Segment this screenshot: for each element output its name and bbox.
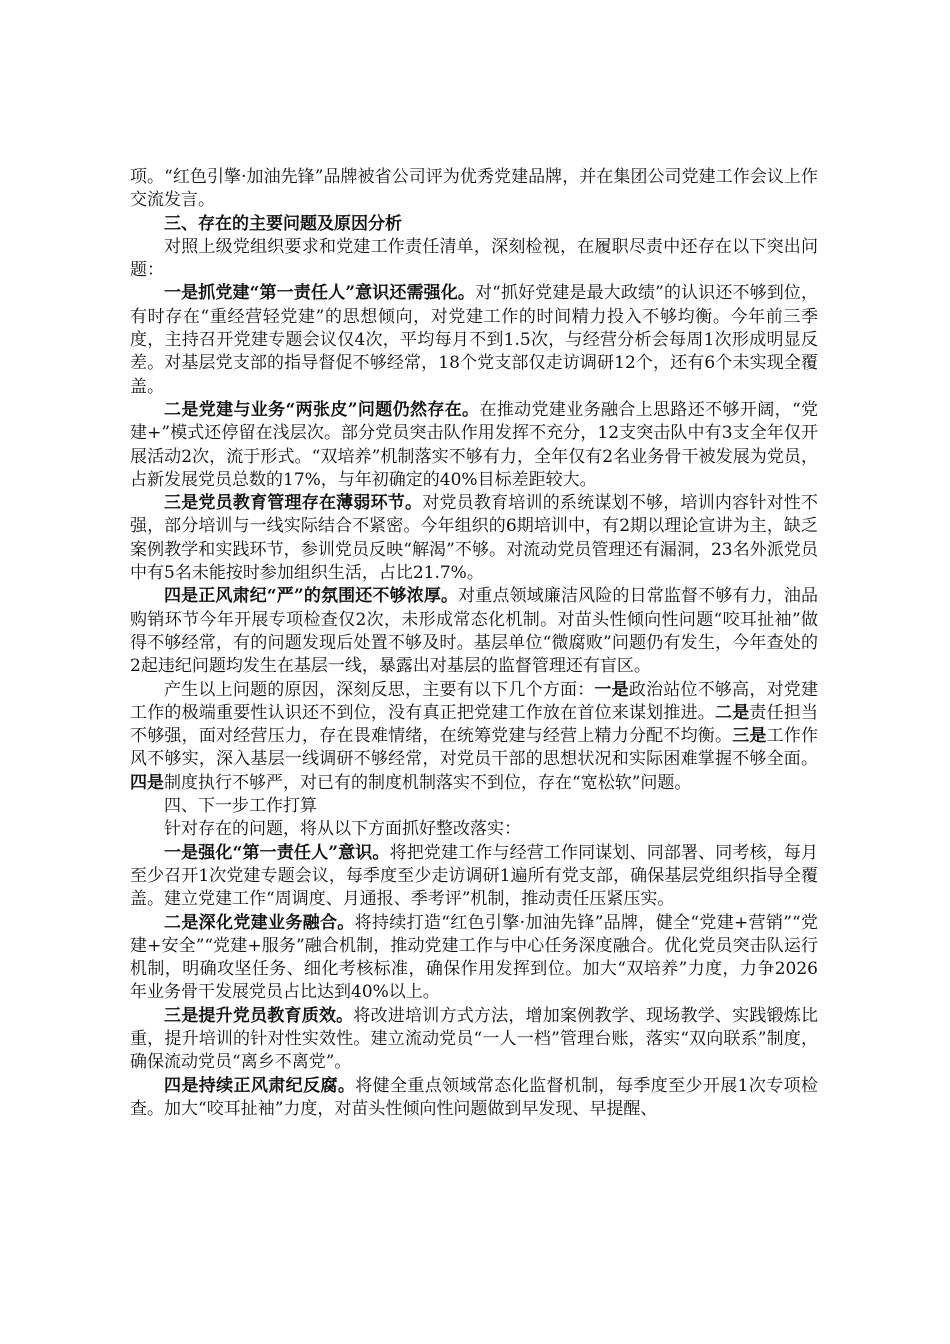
plan-lead: 四是持续正风肃纪反腐。 (164, 1075, 356, 1096)
section-intro: 针对存在的问题，将从以下方面抓好整改落实： (164, 819, 521, 840)
problem-lead: 二是党建与业务“两张皮”问题仍然存在。 (164, 399, 480, 420)
problem-lead: 三是党员教育管理存在薄弱环节。 (164, 493, 423, 514)
plan-paragraph (130, 1005, 818, 1075)
section-intro: 对照上级党组织要求和党建工作责任清单，深刻检视，在履职尽责中还存在以下突出问题： (130, 236, 818, 281)
cause-text: 工作作风不够实，深入基层一线调研不够经常，对党员干部的思想状况和实际困难掌握不够全面。 (130, 726, 819, 770)
problem-lead: 四是正风肃纪“严”的氛围还不够浓厚。 (164, 586, 459, 607)
cause-text: 责任担当不够强，面对经营压力，存在畏难情绪，在统筹党建与经营上精力分配不均衡。 (130, 702, 819, 747)
plan-paragraph (130, 1075, 818, 1122)
cause-lead: 三是 (732, 726, 767, 747)
problem-lead: 一是抓党建“第一责任人”意识还需强化。 (164, 283, 476, 304)
cause-lead: 一是 (594, 679, 629, 700)
section-heading-next-steps: 四、下一步工作打算 (164, 796, 317, 817)
problem-paragraph (130, 585, 818, 678)
causes-intro: 产生以上问题的原因，深刻反思，主要有以下几个方面： (164, 679, 595, 700)
causes-paragraph (130, 679, 818, 795)
cause-text: 政治站位不够高，对党建工作的极端重要性认识还不到位，没有真正把党建工作放在首位来谋划推进。 (130, 679, 819, 723)
problem-body: 对党员教育培训的系统谋划不够，培训内容针对性不强，部分培训与一线实际结合不紧密。今年组织的6期培训中，有2期以理论宣讲为主，缺乏案例教学和实践环节，参训党员反映“解渴”不够。对流动党员管理还有漏洞，23名外派党员中有5名未能按时参加组织生活，占比21.7%。 (130, 493, 819, 584)
plan-body: 将把党建工作与经营工作同谋划、同部署、同考核，每月至少召开1次党建专题会议，每季度至少走访调研1遍所有党支部，确保基层党组织指导全覆盖。建立党建工作“周调度、月通报、季考评”机制，推动责任压紧压实。 (130, 842, 818, 910)
plan-body: 将持续打造“红色引擎·加油先锋”品牌，健全“党建+营销”“党建+安全”“党建+服务”融合机制，推动党建工作与中心任务深度融合。优化党员突击队运行机制，明确攻坚任务、细化考核标准，确保作用发挥到位。加大“双培养”力度，力争2026年业务骨干发展党员占比达到40%以上。 (130, 912, 818, 1003)
cause-lead: 四是 (130, 772, 164, 793)
plan-lead: 一是强化“第一责任人”意识。 (164, 842, 390, 863)
plan-paragraph (130, 842, 818, 912)
opening-paragraph: 项。“红色引擎·加油先锋”品牌被省公司评为优秀党建品牌，并在集团公司党建工作会议上作交流发言。 (130, 167, 818, 211)
problem-body: 对“抓好党建是最大政绩”的认识还不够到位，有时存在“重经营轻党建”的思想倾向，对党建工作的时间精力投入不够均衡。今年前三季度，主持召开党建专题会议仅4次，平均每月不到1.5次，与经营分析会每周1次形成明显反差。对基层党支部的指导督促不够经常，18个党支部仅走访调研12个，还有6个未实现全覆盖。 (130, 283, 818, 397)
document-page (130, 166, 818, 1121)
section-heading-problems: 三、存在的主要问题及原因分析 (164, 213, 402, 234)
problem-body: 对重点领域廉洁风险的日常监督不够有力，油品购销环节今年开展专项检查仅2次，未形成常态化机制。对苗头性倾向性问题“咬耳扯袖”做得不够经常，有的问题发现后处置不够及时。基层单位“微腐败”问题仍有发生，今年查处的2起违纪问题均发生在基层一线，暴露出对基层的监督管理还有盲区。 (130, 586, 819, 677)
plan-body: 将改进培训方式方法，增加案例教学、现场教学、实践锻炼比重，提升培训的针对性实效性。建立流动党员“一人一档”管理台账，落实“双向联系”制度，确保流动党员“离乡不离党”。 (130, 1005, 819, 1073)
plan-paragraph (130, 912, 818, 1005)
problem-paragraph (130, 282, 818, 398)
plan-lead: 二是深化党建业务融合。 (164, 912, 355, 933)
problem-paragraph (130, 399, 818, 492)
plan-body: 将健全重点领域常态化监督机制，每季度至少开展1次专项检查。加大“咬耳扯袖”力度，对苗头性倾向性问题做到早发现、早提醒、 (130, 1075, 818, 1119)
plan-lead: 三是提升党员教育质效。 (164, 1005, 354, 1026)
cause-lead: 二是 (714, 702, 750, 723)
cause-text: 制度执行不够严，对已有的制度机制落实不到位，存在“宽松软”问题。 (164, 772, 692, 793)
problem-body: 在推动党建业务融合上思路还不够开阔，“党建+”模式还停留在浅层次。部分党员突击队作用发挥不充分，12支突击队中有3支全年仅开展活动2次，流于形式。“双培养”机制落实不够有力，全年仅有2名业务骨干被发展为党员，占新发展党员总数的17%，与年初确定的40%目标差距较大。 (130, 399, 818, 490)
problem-paragraph (130, 492, 818, 585)
